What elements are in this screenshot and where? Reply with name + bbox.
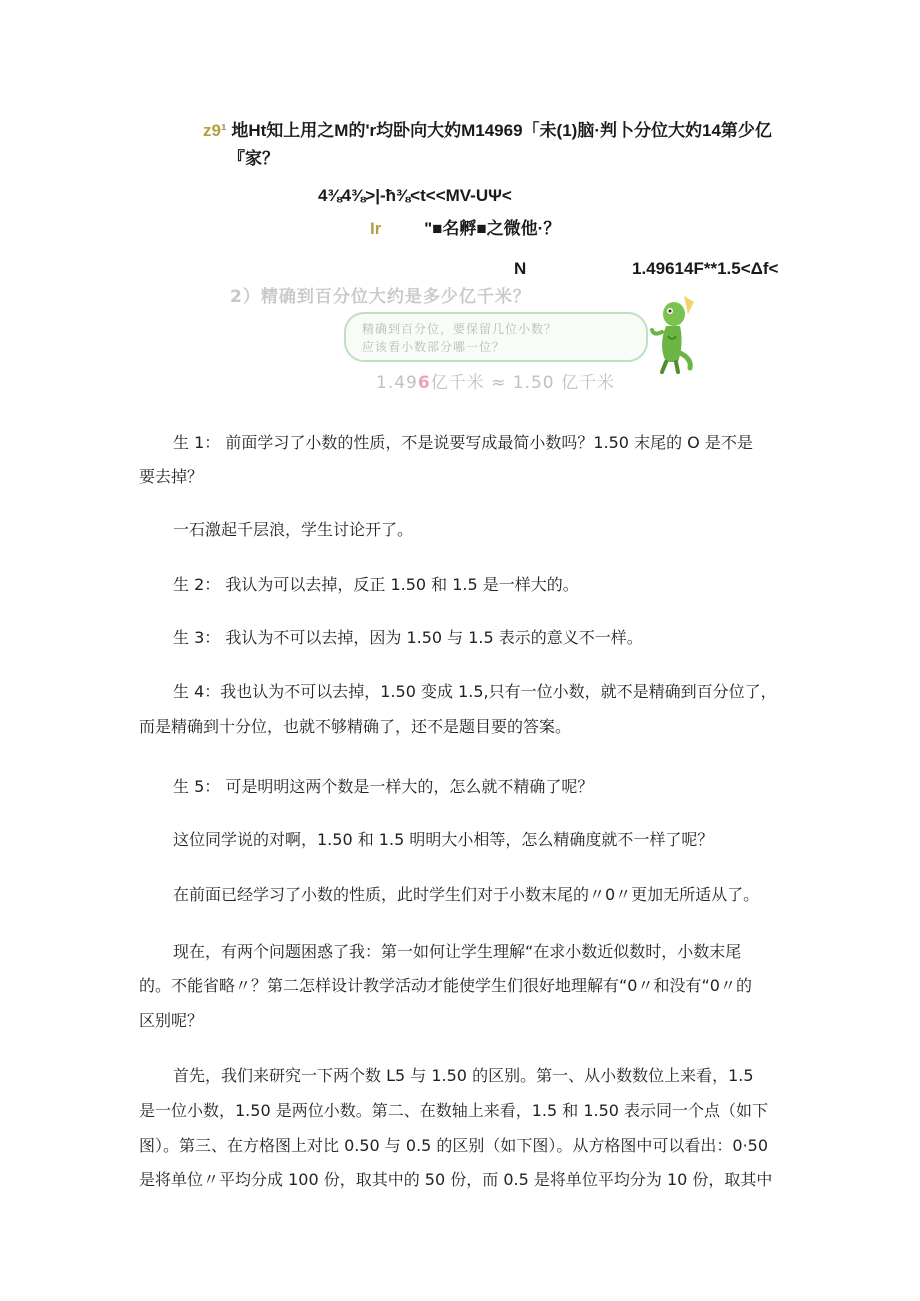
para-s5: 生 5： 可是明明这两个数是一样大的，怎么就不精确了呢？ [173,777,594,796]
para-first-line-1: 首先，我们来研究一下两个数 L5 与 1.50 的区别。第一、从小数数位上来看，1.5 [173,1066,754,1085]
speech-bubble [344,312,648,362]
ocr-line-1-prefix: z9¹ [203,121,227,140]
para-same: 这位同学说的对啊，1.50 和 1.5 明明大小相等，怎么精确度就不一样了呢？ [173,830,714,849]
answer-post: 亿千米 ≈ 1.50 亿千米 [430,373,616,393]
ocr-line-1 [203,116,772,141]
para-now-line-3: 区别呢？ [139,1011,204,1030]
para-discuss: 一石激起千层浪，学生讨论开了。 [173,520,414,539]
bubble-line-1: 精确到百分位，要保留几位小数？ [362,322,558,336]
dinosaur-mascot-icon [648,292,696,374]
ocr-line-5-left: N [514,259,527,278]
para-first-line-4: 是将单位〃平均分成 100 份，取其中的 50 份，而 0.5 是将单位平均分为 10 份，取其中 [139,1170,773,1189]
para-s1-line-2: 要去掉？ [139,467,204,486]
ocr-line-5-right: 1.49614F**1.5<Δf< [632,259,779,278]
textbook-illustration [228,270,693,395]
para-s4-line-1: 生 4：我也认为不可以去掉，1.50 变成 1.5,只有一位小数，就不是精确到百分位了， [173,682,777,701]
para-s1-line-1: 生 1： 前面学习了小数的性质，不是说要写成最简小数吗？1.50 末尾的 O 是不是 [173,433,753,452]
para-now-line-1: 现在，有两个问题困惑了我：第一如何让学生理解“在求小数近似数时，小数末尾 [173,942,742,961]
ocr-line-1-text: 地Ht知上用之M的'r均卧向大妁M14969「未(1)脑·判卜分位大妁14第少亿 [231,121,772,140]
para-s3: 生 3： 我认为不可以去掉，因为 1.50 与 1.5 表示的意义不一样。 [173,628,643,647]
bubble-line-2: 应该看小数部分哪一位？ [362,340,506,354]
ocr-line-4-text: "■名孵■之微他·？ [424,219,561,238]
para-s4-line-2: 而是精确到十分位，也就不够精确了，还不是题目要的答案。 [139,717,572,736]
para-first-line-2: 是一位小数，1.50 是两位小数。第二、在数轴上来看，1.5 和 1.50 表示同一个点（如下 [139,1101,769,1120]
ocr-line-4-prefix: Ir [370,219,382,238]
answer-pre: 1.49 [376,373,418,393]
illustration-question: 2）精确到百分位大约是多少亿千米？ [230,287,531,307]
ocr-line-4 [370,214,560,239]
ocr-line-2: 『家？ [228,149,279,168]
para-before: 在前面已经学习了小数的性质，此时学生们对于小数末尾的〃0〃更加无所适从了。 [173,885,760,904]
answer-highlight-digit: 6 [417,373,431,393]
para-now-line-2: 的。不能省略〃？第二怎样设计教学活动才能使学生们很好地理解有“0〃和没有“0〃的 [139,976,752,995]
illustration-answer [376,368,615,393]
ocr-line-3: 4⅜4⅜>|-ħ⅜<t<<MV-UΨ< [318,186,512,205]
para-first-line-3: 图）。第三、在方格图上对比 0.50 与 0.5 的区别（如下图）。从方格图中可以看出：0·50 [139,1136,769,1155]
para-s2: 生 2： 我认为可以去掉，反正 1.50 和 1.5 是一样大的。 [173,575,579,594]
